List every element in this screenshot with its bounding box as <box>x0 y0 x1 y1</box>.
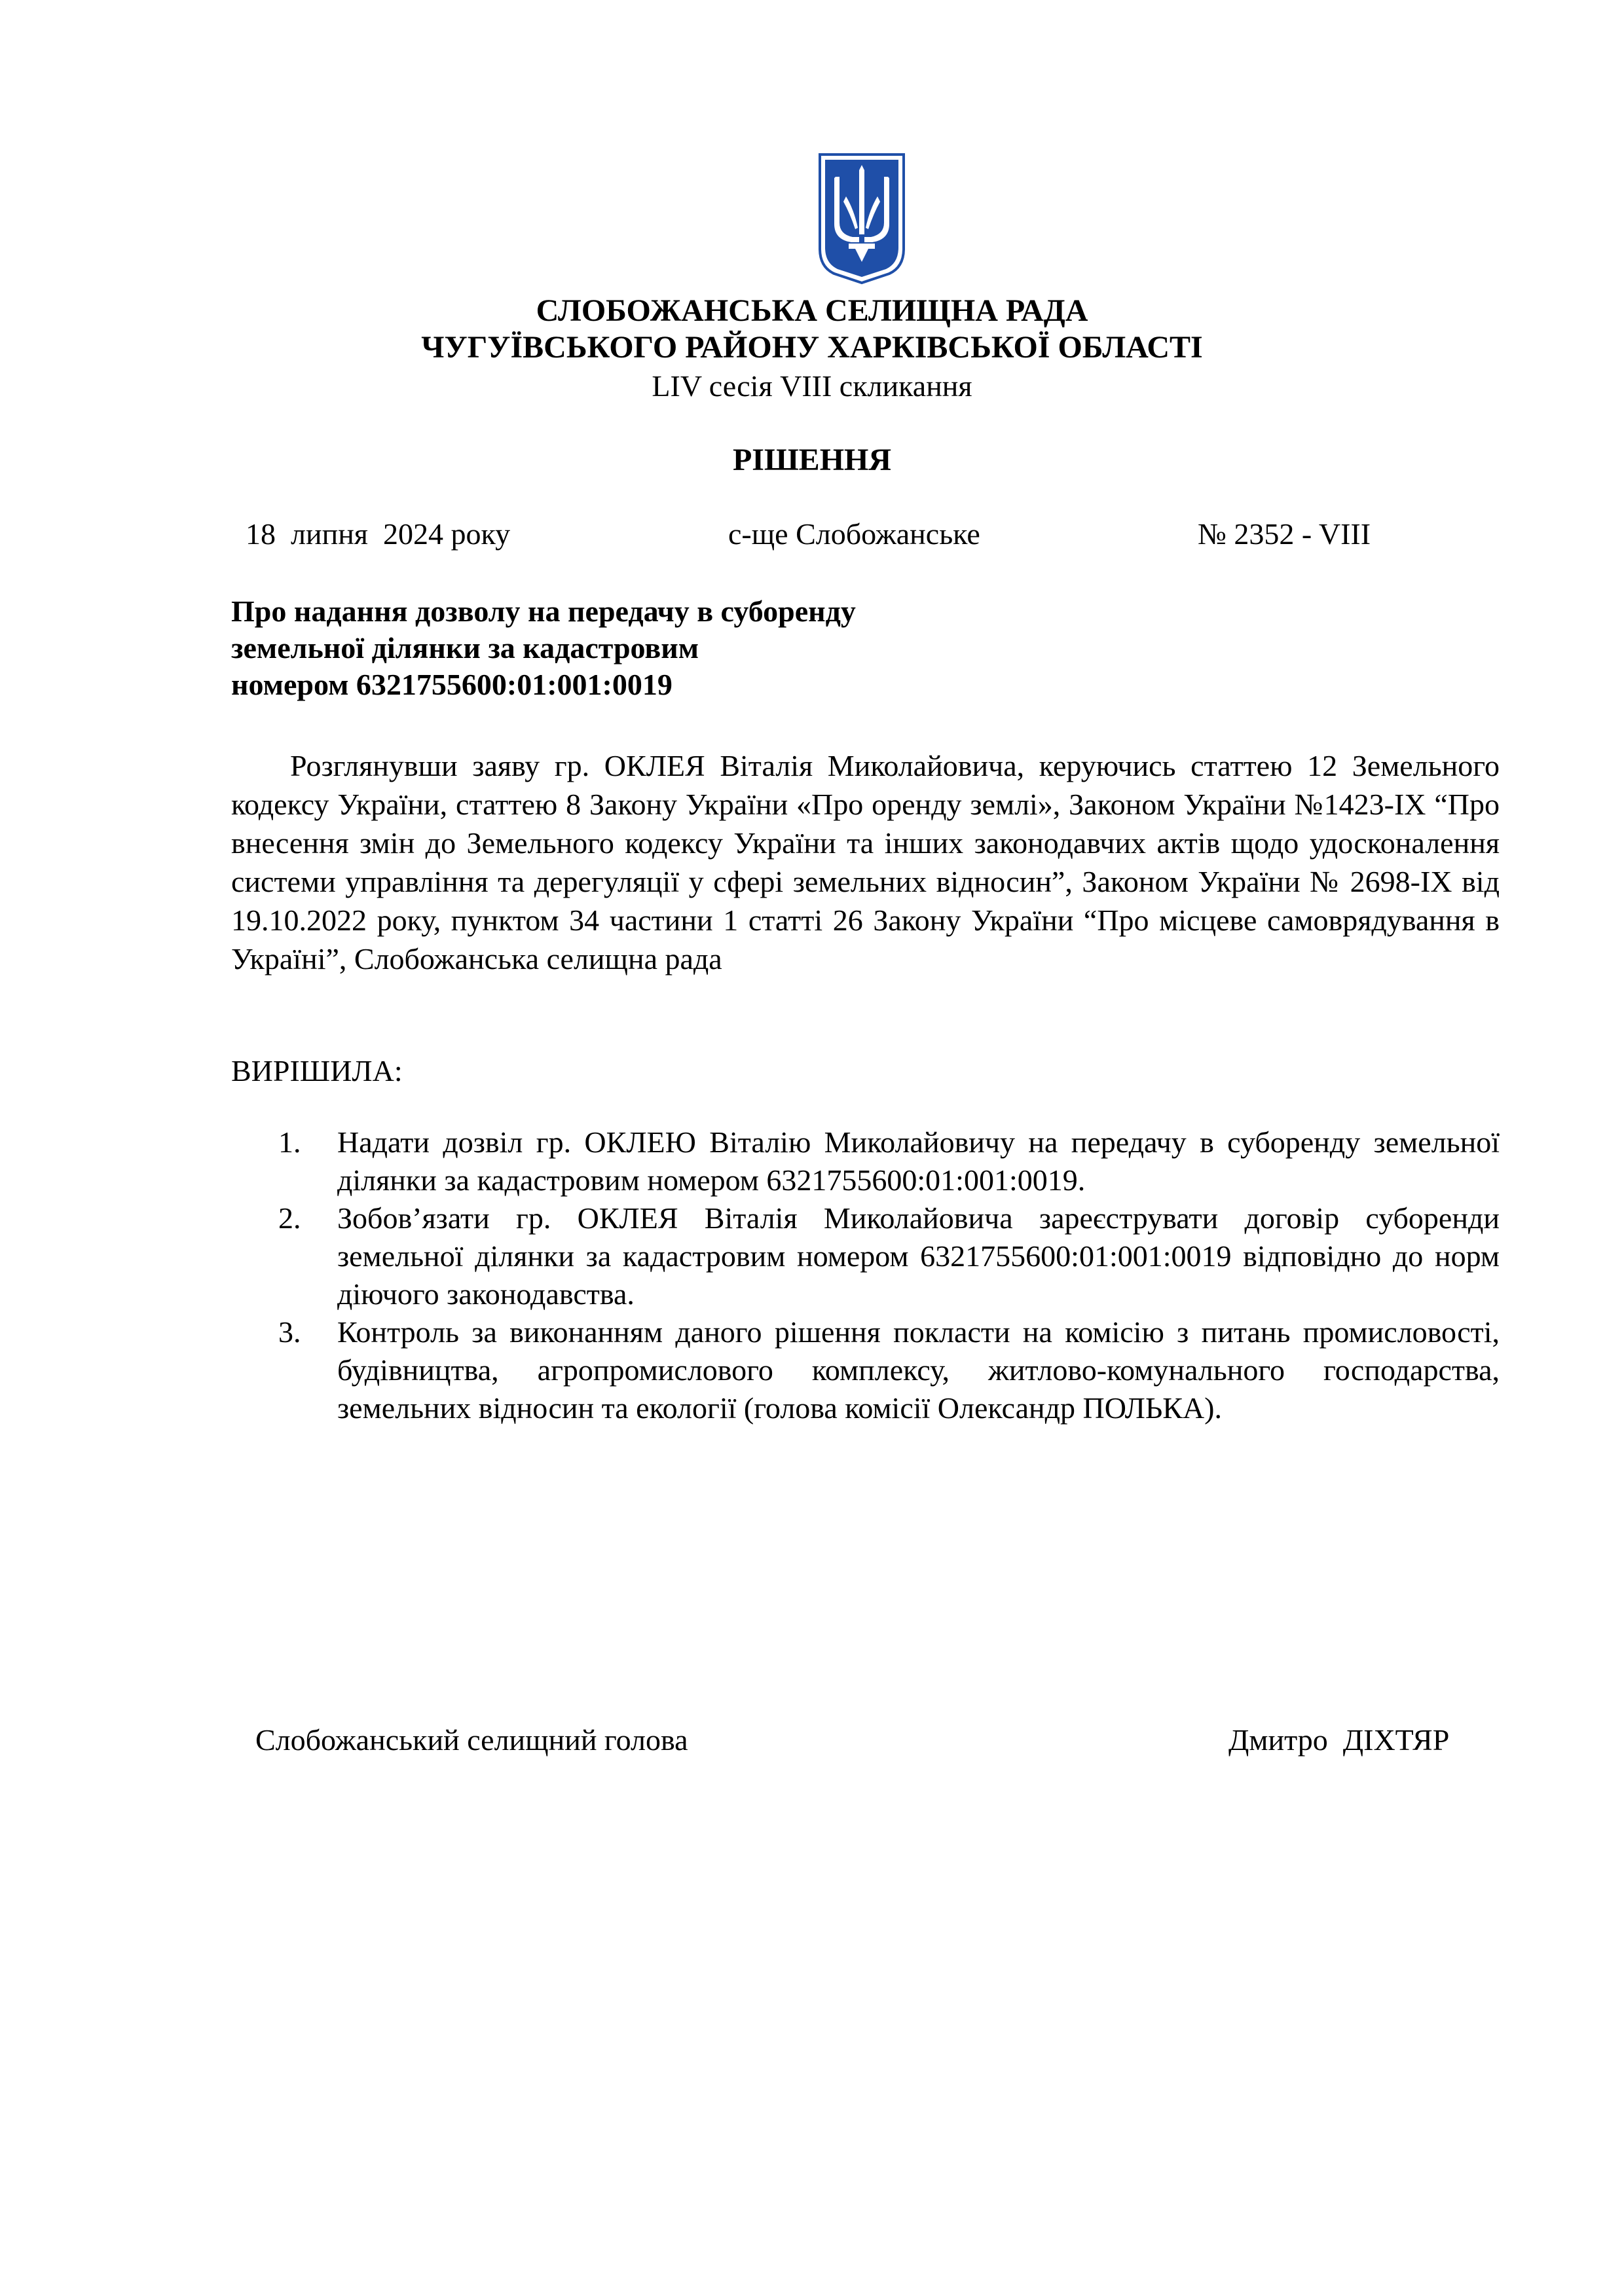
item-number: 1. <box>278 1125 301 1159</box>
preamble-paragraph: Розглянувши заяву гр. ОКЛЕЯ Віталія Миколайовича, керуючись статтею 12 Земельного кодексу України, статтею 8 Закону України «Про оренду землі», Законом України №1423-IX “Про внесення змін до Земельного кодексу України та інших законодавчих актів щодо удосконалення системи управління та дерегуляції у сфері земельних відносин”, Законом України № 2698-IX від 19.10.2022 року, пунктом 34 частини 1 статті 26 Закону України “Про місцеве самоврядування в Україні”, Слобожанська селищна рада <box>231 749 1500 975</box>
item-text: Контроль за виконанням даного рішення покласти на комісію з питань промисловості, будівництва, агропромислового комплексу, житлово-комунального господарства, земельних відносин та екології (голова комісії Олександр ПОЛЬКА). <box>337 1315 1500 1425</box>
decided-heading: ВИРІШИЛА: <box>231 1054 403 1087</box>
decision-date: 18 липня 2024 року <box>246 517 511 551</box>
item-text: Зобов’язати гр. ОКЛЕЯ Віталія Миколайовича зареєструвати договір суборенди земельної ділянки за кадастровим номером 6321755600:01:001:0019 відповідно до норм діючого законодавства. <box>337 1201 1500 1311</box>
session-line: LIV сесія VIII скликання <box>652 369 972 403</box>
list-item <box>278 1313 1500 1427</box>
item-text: Надати дозвіл гр. ОКЛЕЮ Віталію Миколайовичу на передачу в суборенду земельної ділянки за кадастровим номером 6321755600:01:001:0019. <box>337 1125 1500 1197</box>
subject-line: Про надання дозволу на передачу в суборенду <box>231 594 856 628</box>
item-number: 2. <box>278 1201 301 1235</box>
subject-line: земельної ділянки за кадастровим <box>231 631 699 665</box>
district-name: ЧУГУЇВСЬКОГО РАЙОНУ ХАРКІВСЬКОЇ ОБЛАСТІ <box>421 330 1203 365</box>
decision-items <box>278 1123 1500 1427</box>
item-number: 3. <box>278 1315 301 1349</box>
council-name: СЛОБОЖАНСЬКА СЕЛИЩНА РАДА <box>536 293 1088 328</box>
signatory-position: Слобожанський селищний голова <box>255 1723 688 1757</box>
coat-of-arms-icon <box>816 151 908 285</box>
list-item <box>278 1199 1500 1313</box>
decision-subject <box>231 593 1082 703</box>
subject-line: номером 6321755600:01:001:0019 <box>231 668 673 701</box>
list-item <box>278 1123 1500 1199</box>
decision-place: с-ще Слобожанське <box>728 517 980 551</box>
signatory-name: Дмитро ДІХТЯР <box>1228 1723 1450 1757</box>
document-title: РІШЕННЯ <box>732 443 892 477</box>
decision-number: № 2352 - VIII <box>1198 517 1371 551</box>
